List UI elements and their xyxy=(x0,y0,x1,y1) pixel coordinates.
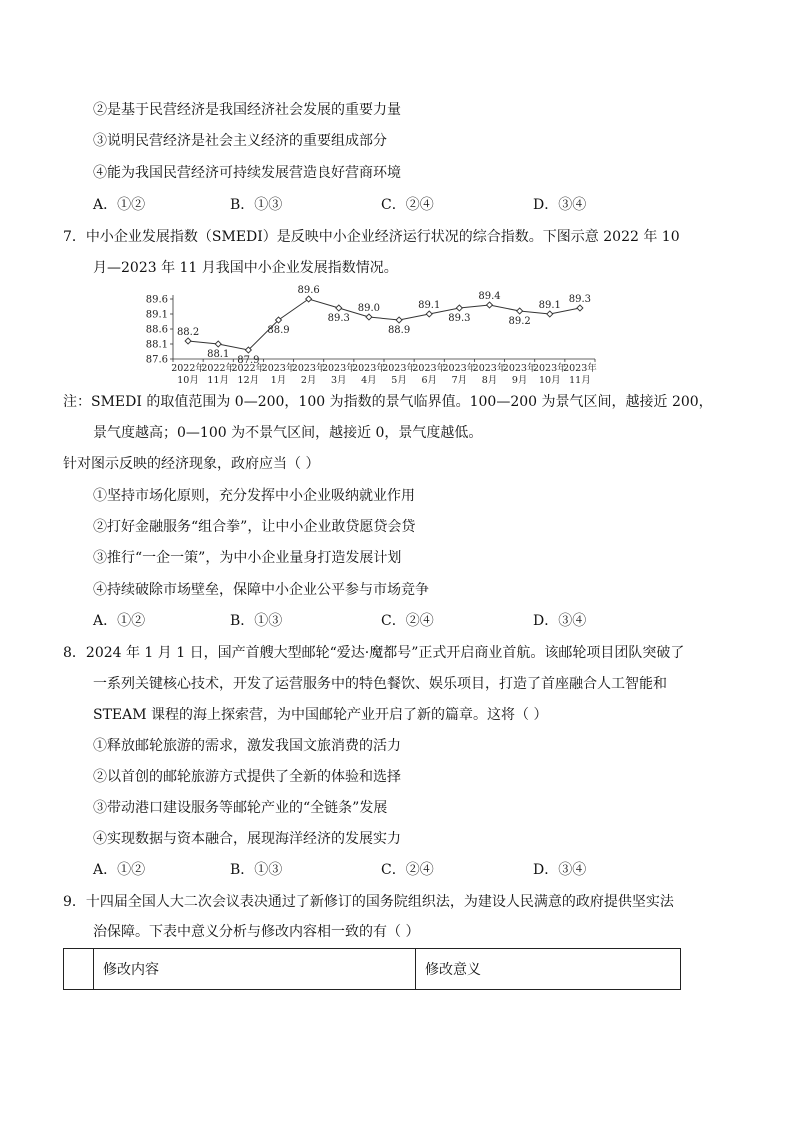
data-label: 89.3 xyxy=(327,313,350,324)
q8-stem-line-2: 一系列关键核心技术，开发了运营服务中的特色餐饮、娱乐项目，打造了首座融合人工智能和 xyxy=(93,676,667,692)
data-label: 89.4 xyxy=(478,291,501,302)
q9-header-content-label: 修改内容 xyxy=(103,962,159,978)
q7-option-a[interactable]: A．①② xyxy=(93,613,146,629)
data-label: 87.9 xyxy=(237,355,260,366)
data-label: 88.9 xyxy=(387,325,411,336)
q6-item-2: ②是基于民营经济是我国经济社会发展的重要力量 xyxy=(93,102,401,118)
q7-item-4: ④持续破除市场壁垒，保障中小企业公平参与市场竞争 xyxy=(93,582,429,598)
data-label: 89.1 xyxy=(418,300,441,311)
data-point xyxy=(487,302,493,308)
q8-options xyxy=(93,860,653,880)
q9-header-meaning-label: 修改意义 xyxy=(425,962,481,978)
x-tick-label-month: 11月 xyxy=(207,375,230,386)
x-tick-label-year: 2022年 xyxy=(201,363,236,374)
x-tick-label-year: 2023年 xyxy=(352,363,386,374)
data-label: 89.1 xyxy=(538,300,561,311)
x-tick-label-year: 2023年 xyxy=(291,363,326,374)
q9-table xyxy=(63,948,681,990)
q8-item-1: ①释放邮轮旅游的需求，激发我国文旅消费的活力 xyxy=(93,738,401,754)
q6-option-a[interactable]: A．①② xyxy=(93,197,146,213)
q9-table-header-content xyxy=(94,949,416,989)
q7-item-3: ③推行“一企一策”，为中小企业量身打造发展计划 xyxy=(93,550,402,566)
x-tick-label-month: 6月 xyxy=(421,375,437,386)
x-tick-label-year: 2022年 xyxy=(171,363,205,374)
q7-option-d[interactable]: D．③④ xyxy=(533,613,587,629)
data-point xyxy=(426,311,432,317)
data-label: 89.0 xyxy=(357,303,381,314)
q7-item-1: ①坚持市场化原则，充分发挥中小企业吸纳就业作用 xyxy=(93,488,415,504)
data-point xyxy=(366,314,372,320)
x-tick-label-month: 3月 xyxy=(331,375,347,386)
x-tick-label-month: 5月 xyxy=(391,375,407,386)
data-point xyxy=(456,305,462,311)
q9-stem-line-1: 9．十四届全国人大二次会议表决通过了新修订的国务院组织法，为建设人民满意的政府提供坚实法 xyxy=(63,894,674,910)
data-label: 89.3 xyxy=(568,294,592,305)
data-label: 89.3 xyxy=(448,313,471,324)
data-point xyxy=(336,305,342,311)
q7-note-line-2: 景气度越高；0—100 为不景气区间，越接近 0，景气度越低。 xyxy=(93,425,483,441)
x-tick-label-month: 10月 xyxy=(177,375,199,386)
q7-option-c[interactable]: C．②④ xyxy=(381,613,434,629)
y-tick-label: 89.6 xyxy=(145,294,168,306)
q9-stem-line-2: 治保障。下表中意义分析与修改内容相一致的有（ ） xyxy=(93,924,420,940)
data-point xyxy=(215,341,221,347)
y-tick-label: 87.6 xyxy=(145,354,168,366)
data-label: 88.1 xyxy=(207,349,230,360)
x-tick-label-year: 2023年 xyxy=(261,363,296,374)
q6-option-c[interactable]: C．②④ xyxy=(381,197,434,213)
x-tick-label-month: 11月 xyxy=(569,375,591,386)
q6-item-3: ③说明民营经济是社会主义经济的重要组成部分 xyxy=(93,133,387,149)
data-label: 89.6 xyxy=(297,285,320,296)
q8-item-2: ②以首创的邮轮旅游方式提供了全新的体验和选择 xyxy=(93,769,401,785)
data-point xyxy=(517,308,523,314)
data-point xyxy=(577,305,583,311)
x-tick-label-year: 2022年 xyxy=(231,363,266,374)
q7-options xyxy=(93,611,653,631)
x-tick-label-year: 2023年 xyxy=(412,363,447,374)
x-tick-label-month: 2月 xyxy=(300,375,317,386)
x-tick-label-year: 2023年 xyxy=(563,363,597,374)
y-tick-label: 88.1 xyxy=(145,339,168,351)
x-tick-label-month: 7月 xyxy=(451,375,468,386)
q8-option-a[interactable]: A．①② xyxy=(93,862,146,878)
q7-note-line-1: 注：SMEDI 的取值范围为 0—200，100 为指数的景气临界值。100—200 为景气区间，越接近 200， xyxy=(63,394,713,410)
data-label: 88.2 xyxy=(176,327,200,338)
data-point xyxy=(185,338,191,344)
q7-stem-line-1: 7．中小企业发展指数（SMEDI）是反映中小企业经济运行状况的综合指数。下图示意 2022 年 10 xyxy=(63,229,680,245)
q6-option-b[interactable]: B．①③ xyxy=(230,197,283,213)
q6-item-4: ④能为我国民营经济可持续发展营造良好营商环境 xyxy=(93,165,401,181)
x-tick-label-month: 4月 xyxy=(361,375,377,386)
q8-item-3: ③带动港口建设服务等邮轮产业的“全链条”发展 xyxy=(93,800,388,816)
q6-option-d[interactable]: D．③④ xyxy=(533,197,587,213)
x-tick-label-year: 2023年 xyxy=(321,363,356,374)
q6-options xyxy=(93,195,653,215)
data-point xyxy=(396,317,402,323)
data-label: 89.2 xyxy=(508,316,531,327)
q9-table-index-cell xyxy=(64,949,94,989)
q8-item-4: ④实现数据与资本融合，展现海洋经济的发展实力 xyxy=(93,831,401,847)
q7-stem-line-2: 月—2023 年 11 月我国中小企业发展指数情况。 xyxy=(93,260,398,276)
x-tick-label-year: 2023年 xyxy=(442,363,477,374)
y-tick-label: 89.1 xyxy=(145,309,168,321)
q7-item-2: ②打好金融服务“组合拳”，让中小企业敢贷愿贷会贷 xyxy=(93,519,416,535)
x-tick-label-year: 2023年 xyxy=(502,363,537,374)
q8-stem-line-1: 8．2024 年 1 月 1 日，国产首艘大型邮轮“爱达·魔都号”正式开启商业首航。该邮轮项目团队突破了 xyxy=(63,645,685,661)
x-tick-label-year: 2023年 xyxy=(472,363,507,374)
x-tick-label-month: 1月 xyxy=(270,375,287,386)
q8-stem-line-3: STEAM 课程的海上探索营，为中国邮轮产业开启了新的篇章。这将（ ） xyxy=(93,707,548,723)
data-point xyxy=(547,311,553,317)
q8-option-c[interactable]: C．②④ xyxy=(381,862,434,878)
smedi-line-chart xyxy=(140,284,602,386)
x-tick-label-month: 8月 xyxy=(481,375,498,386)
x-tick-label-year: 2023年 xyxy=(382,363,416,374)
q7-question: 针对图示反映的经济现象，政府应当（ ） xyxy=(63,456,320,472)
x-tick-label-year: 2023年 xyxy=(532,363,567,374)
data-point xyxy=(306,296,312,302)
q8-option-d[interactable]: D．③④ xyxy=(533,862,587,878)
x-tick-label-month: 10月 xyxy=(538,375,561,386)
q7-option-b[interactable]: B．①③ xyxy=(230,613,283,629)
y-tick-label: 88.6 xyxy=(145,324,168,336)
x-tick-label-month: 12月 xyxy=(237,375,260,386)
q8-option-b[interactable]: B．①③ xyxy=(230,862,283,878)
x-tick-label-month: 9月 xyxy=(511,375,528,386)
q9-table-header-meaning xyxy=(416,949,680,989)
data-label: 88.9 xyxy=(267,325,290,336)
